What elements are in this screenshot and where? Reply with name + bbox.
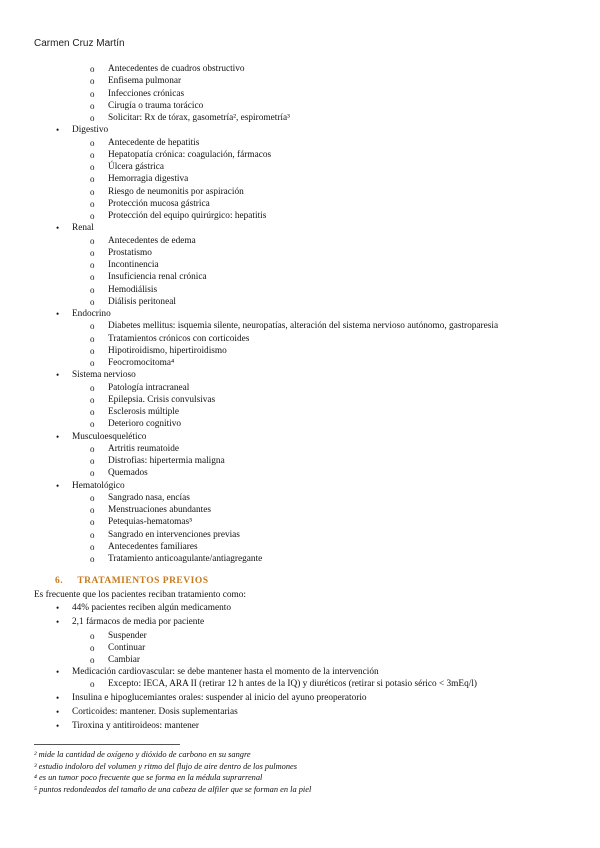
- list-bullet: o: [90, 88, 95, 99]
- list-bullet: o: [90, 211, 95, 221]
- section-heading: [55, 576, 209, 586]
- list-bullet: o: [90, 235, 95, 246]
- list-bullet: o: [90, 260, 95, 270]
- list-bullet: o: [90, 64, 95, 74]
- list-bullet: o: [90, 149, 95, 160]
- list-bullet: •: [56, 707, 60, 717]
- sub-list-item: Solicitar: Rx de tórax, gasometría², espirometría³: [108, 113, 290, 123]
- list-bullet: o: [90, 100, 95, 111]
- sub-list-item: Menstruaciones abundantes: [108, 505, 212, 515]
- sub-list-item: Hemorragia digestiva: [108, 174, 189, 185]
- sub-list-item: Diálisis peritoneal: [108, 296, 176, 307]
- list-bullet: o: [90, 198, 95, 209]
- list-bullet: o: [90, 174, 95, 185]
- list-bullet: •: [56, 480, 60, 491]
- sub-list-item: Antecedente de hepatitis: [108, 137, 200, 148]
- list-bullet: o: [90, 643, 95, 653]
- treatment-item: Insulina e hipoglucemiantes orales: suspender al inicio del ayuno preoperatorio: [72, 693, 367, 703]
- footnote: ⁵ puntos redondeados del tamaño de una cabeza de alfiler que se forman en la piel: [34, 784, 312, 794]
- list-bullet: o: [90, 113, 95, 123]
- sub-list-item: Esclerosis múltiple: [108, 407, 180, 417]
- page-header-author: Carmen Cruz Martín: [34, 38, 125, 49]
- treatment-sub-item: Excepto: IECA, ARA II (retirar 12 h antes de la IQ) y diuréticos (retirar si potasio sérico < 3mEq/l): [108, 679, 478, 689]
- treatment-item: Corticoides: mantener. Dosis suplementarias: [72, 707, 238, 717]
- footnote: ³ estudio indoloro del volumen y ritmo del flujo de aire dentro de los pulmones: [34, 761, 298, 771]
- sub-list-item: Incontinencia: [108, 260, 159, 270]
- list-bullet: o: [90, 655, 95, 665]
- section-number: 6.: [55, 576, 64, 586]
- list-bullet: o: [90, 137, 95, 148]
- list-bullet: •: [56, 431, 60, 442]
- list-bullet: o: [90, 407, 95, 417]
- list-item: Hematológico: [72, 480, 125, 491]
- list-bullet: o: [90, 492, 95, 503]
- sub-list-item: Epilepsia. Crisis convulsivas: [108, 394, 216, 405]
- section-title: TRATAMIENTOS PREVIOS: [77, 576, 209, 586]
- sub-list-item: Tratamientos crónicos con corticoides: [108, 333, 250, 344]
- list-bullet: o: [90, 284, 95, 295]
- sub-list-item: Enfisema pulmonar: [108, 76, 182, 87]
- treatment-item: Medicación cardiovascular: se debe mantener hasta el momento de la intervención: [72, 667, 379, 677]
- list-bullet: •: [56, 617, 60, 627]
- list-item: Renal: [72, 223, 94, 234]
- sub-list-item: Protección del equipo quirúrgico: hepatitis: [108, 211, 267, 221]
- list-bullet: o: [90, 529, 95, 540]
- footnote-divider: [34, 744, 180, 745]
- sub-list-item: Prostatismo: [108, 247, 152, 258]
- list-bullet: o: [90, 505, 95, 515]
- list-bullet: •: [56, 693, 60, 703]
- list-bullet: •: [56, 309, 60, 319]
- sub-list-item: Feocromocitoma⁴: [108, 358, 175, 368]
- sub-list-item: Antecedentes de cuadros obstructivo: [108, 64, 245, 74]
- sub-list-item: Diabetes mellitus: isquemia silente, neuropatías, alteración del sistema nervioso autónomo, gastroparesia: [108, 321, 499, 332]
- sub-list-item: Antecedentes de edema: [108, 235, 196, 246]
- treatment-item: Tiroxina y antitiroideos: mantener: [72, 721, 199, 731]
- list-bullet: o: [90, 162, 95, 172]
- sub-list-item: Hepatopatía crónica: coagulación, fármacos: [108, 149, 272, 160]
- sub-list-item: Infecciones crónicas: [108, 88, 185, 99]
- list-bullet: o: [90, 468, 95, 479]
- list-bullet: •: [56, 603, 60, 613]
- sub-list-item: Patología intracraneal: [108, 382, 190, 393]
- list-bullet: o: [90, 456, 95, 466]
- list-bullet: o: [90, 419, 95, 430]
- list-bullet: o: [90, 272, 95, 283]
- list-bullet: o: [90, 541, 95, 552]
- sub-list-item: Tratamiento anticoagulante/antiagregante: [108, 554, 263, 564]
- treatment-sub-item: Cambiar: [108, 655, 141, 665]
- sub-list-item: Riesgo de neumonitis por aspiración: [108, 186, 244, 197]
- list-item: Sistema nervioso: [72, 370, 136, 381]
- sub-list-item: Antecedentes familiares: [108, 541, 198, 552]
- intro-text: Es frecuente que los pacientes reciban tratamiento como:: [34, 590, 246, 600]
- list-bullet: o: [90, 296, 95, 307]
- sub-list-item: Artritis reumatoide: [108, 443, 179, 454]
- treatment-sub-item: Suspender: [108, 631, 147, 641]
- treatment-item: 44% pacientes reciben algún medicamento: [72, 603, 232, 613]
- list-bullet: o: [90, 186, 95, 197]
- sub-list-item: Sangrado nasa, encías: [108, 492, 190, 503]
- sub-list-item: Quemados: [108, 468, 148, 479]
- list-bullet: •: [56, 125, 60, 136]
- list-bullet: o: [90, 345, 95, 356]
- treatment-item: 2,1 fármacos de media por paciente: [72, 617, 205, 627]
- list-bullet: •: [56, 223, 60, 234]
- sub-list-item: Hemodiálisis: [108, 284, 158, 295]
- list-bullet: o: [90, 76, 95, 87]
- list-bullet: o: [90, 358, 95, 368]
- list-bullet: o: [90, 554, 95, 564]
- sub-list-item: Sangrado en intervenciones previas: [108, 529, 240, 540]
- list-item: Musculoesquelético: [72, 431, 147, 442]
- sub-list-item: Cirugía o trauma torácico: [108, 100, 204, 111]
- list-bullet: •: [56, 721, 60, 731]
- sub-list-item: Hipotiroidismo, hipertiroidismo: [108, 345, 227, 356]
- list-bullet: o: [90, 394, 95, 405]
- sub-list-item: Insuficiencia renal crónica: [108, 272, 207, 283]
- list-bullet: o: [90, 321, 95, 332]
- sub-list-item: Distrofias: hipertermia maligna: [108, 456, 225, 466]
- list-item: Endocrino: [72, 309, 111, 319]
- footnote: ² mide la cantidad de oxígeno y dióxido de carbono en su sangre: [34, 750, 251, 759]
- sub-list-item: Úlcera gástrica: [108, 162, 165, 172]
- sub-list-item: Protección mucosa gástrica: [108, 198, 210, 209]
- list-item: Digestivo: [72, 125, 109, 136]
- footnote: ⁴ es un tumor poco frecuente que se forma en la médula suprarrenal: [34, 773, 263, 782]
- list-bullet: o: [90, 247, 95, 258]
- sub-list-item: Petequias-hematomas⁵: [108, 517, 193, 528]
- list-bullet: o: [90, 382, 95, 393]
- list-bullet: o: [90, 333, 95, 344]
- list-bullet: o: [90, 631, 95, 641]
- list-bullet: •: [56, 667, 60, 677]
- sub-list-item: Deterioro cognitivo: [108, 419, 182, 430]
- list-bullet: o: [90, 517, 95, 528]
- list-bullet: •: [56, 370, 60, 381]
- list-bullet: o: [90, 443, 95, 454]
- list-bullet: o: [90, 679, 95, 689]
- treatment-sub-item: Continuar: [108, 643, 146, 653]
